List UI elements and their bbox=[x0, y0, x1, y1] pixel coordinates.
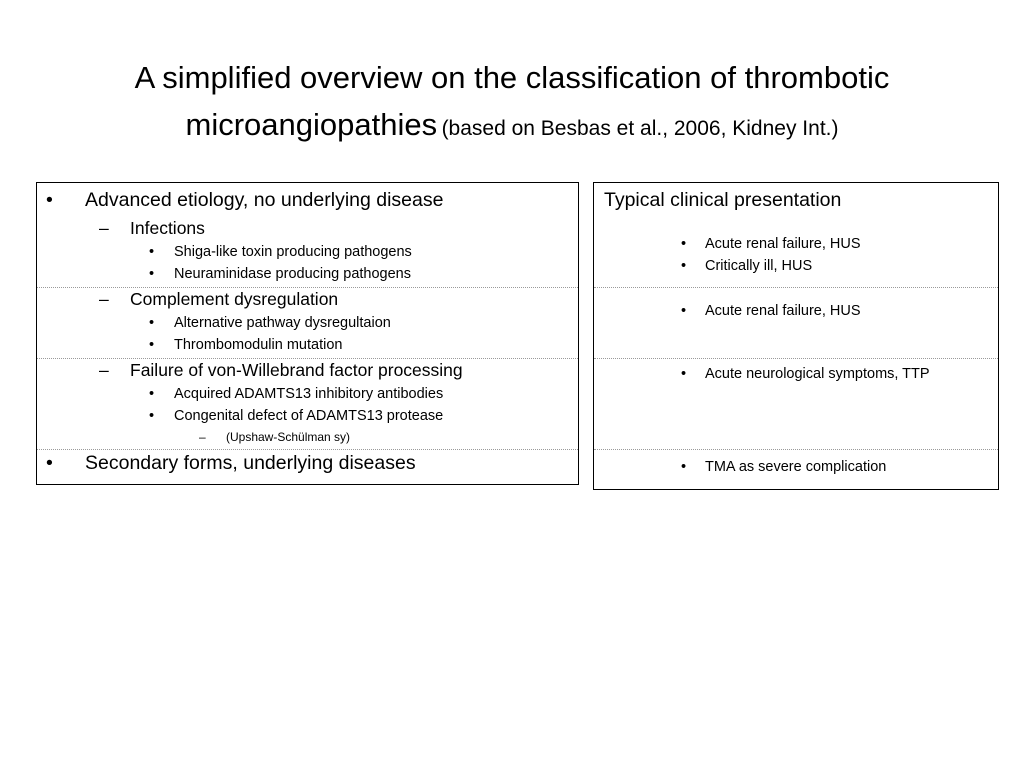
slide-title bbox=[40, 57, 984, 151]
vwf-subitem-label: Congenital defect of ADAMTS13 protease bbox=[174, 408, 444, 424]
presentation-item-label: Acute renal failure, HUS bbox=[705, 236, 861, 252]
complement-item bbox=[99, 289, 339, 310]
slide-title-main: A simplified overview on the classification of thrombotic microangiopathies bbox=[134, 60, 890, 142]
section-divider bbox=[594, 287, 998, 288]
infections-subitem-label: Shiga-like toxin producing pathogens bbox=[174, 244, 412, 260]
section-divider bbox=[594, 358, 998, 359]
dash-marker: – bbox=[99, 218, 109, 238]
complement-subitem bbox=[149, 315, 391, 331]
secondary-label: Secondary forms, underlying diseases bbox=[85, 452, 416, 474]
section-divider bbox=[594, 449, 998, 450]
bullet-marker: • bbox=[46, 452, 53, 474]
vwf-subitem bbox=[149, 408, 444, 424]
bullet-marker: • bbox=[149, 315, 155, 331]
presentation-panel bbox=[593, 182, 999, 490]
bullet-marker: • bbox=[149, 244, 155, 260]
presentation-item-label: Acute neurological symptoms, TTP bbox=[705, 366, 930, 382]
vwf-subitem-label: Acquired ADAMTS13 inhibitory antibodies bbox=[174, 386, 444, 402]
presentation-item-label: Acute renal failure, HUS bbox=[705, 303, 861, 319]
section-divider bbox=[37, 358, 578, 359]
presentation-item bbox=[681, 258, 975, 275]
infections-label: Infections bbox=[130, 218, 205, 238]
vwf-item bbox=[99, 360, 463, 381]
presentation-item bbox=[681, 366, 975, 383]
infections-subitem bbox=[149, 244, 412, 260]
bullet-marker: • bbox=[46, 189, 53, 211]
infections-item bbox=[99, 218, 205, 239]
bullet-marker: • bbox=[681, 459, 687, 475]
bullet-marker: • bbox=[681, 303, 687, 319]
infections-subitem bbox=[149, 266, 411, 282]
bullet-marker: • bbox=[681, 236, 687, 252]
infections-subitem-label: Neuraminidase producing pathogens bbox=[174, 266, 411, 282]
bullet-marker: • bbox=[149, 386, 155, 402]
vwf-nested-subitem bbox=[199, 430, 351, 444]
presentation-item-label: TMA as severe complication bbox=[705, 459, 887, 475]
complement-subitem bbox=[149, 337, 343, 353]
dash-marker: – bbox=[199, 430, 206, 444]
bullet-marker: • bbox=[149, 266, 155, 282]
vwf-nested-subitem-label: (Upshaw-Schülman sy) bbox=[226, 430, 351, 444]
section-divider bbox=[37, 449, 578, 450]
slide-title-citation: (based on Besbas et al., 2006, Kidney Int.) bbox=[441, 117, 839, 140]
presentation-heading: Typical clinical presentation bbox=[604, 189, 842, 211]
bullet-marker: • bbox=[149, 408, 155, 424]
secondary-item bbox=[46, 452, 416, 475]
bullet-marker: • bbox=[149, 337, 155, 353]
vwf-label: Failure of von-Willebrand factor processing bbox=[130, 360, 463, 380]
complement-subitem-label: Alternative pathway dysregultaion bbox=[174, 315, 391, 331]
vwf-subitem bbox=[149, 386, 444, 402]
complement-label: Complement dysregulation bbox=[130, 289, 339, 309]
dash-marker: – bbox=[99, 360, 109, 380]
etiology-label: Advanced etiology, no underlying disease bbox=[85, 189, 444, 211]
presentation-item bbox=[681, 303, 975, 320]
etiology-item bbox=[46, 189, 444, 212]
bullet-marker: • bbox=[681, 258, 687, 274]
bullet-marker: • bbox=[681, 366, 687, 382]
presentation-item bbox=[681, 459, 975, 476]
complement-subitem-label: Thrombomodulin mutation bbox=[174, 337, 343, 353]
section-divider bbox=[37, 287, 578, 288]
dash-marker: – bbox=[99, 289, 109, 309]
presentation-item bbox=[681, 236, 975, 253]
presentation-item-label: Critically ill, HUS bbox=[705, 258, 813, 274]
classification-panel bbox=[36, 182, 579, 485]
